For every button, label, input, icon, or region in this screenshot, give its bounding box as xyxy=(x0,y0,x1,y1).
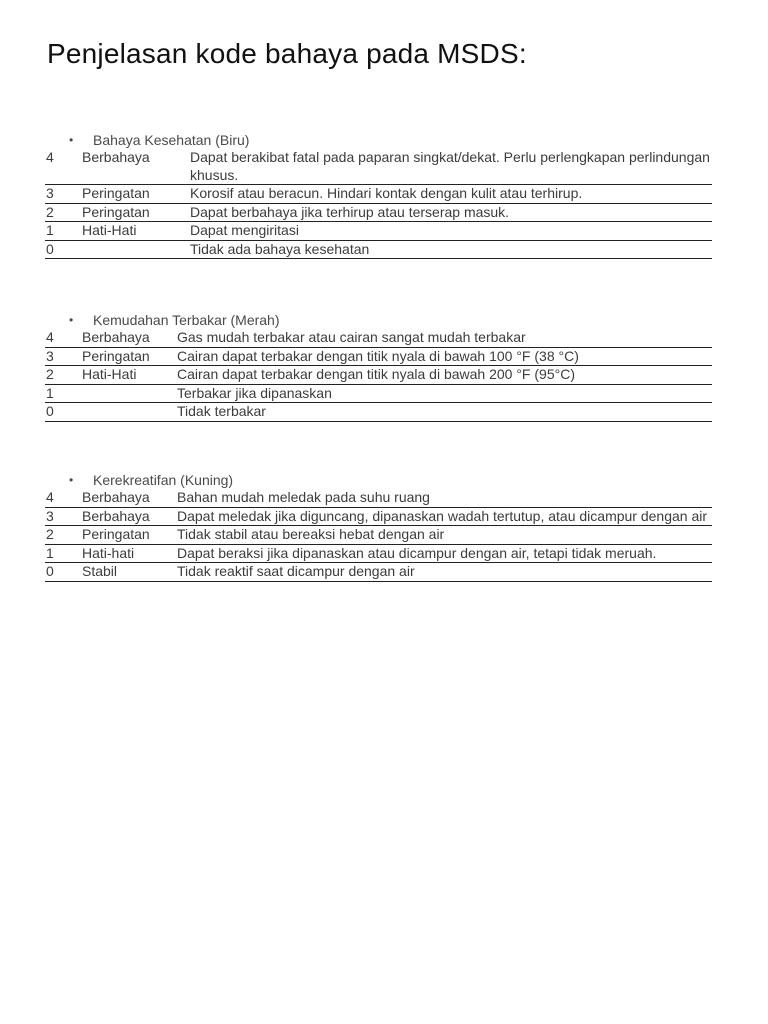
section-heading xyxy=(45,131,712,149)
label-cell: Hati-Hati xyxy=(81,222,189,241)
bullet-icon: • xyxy=(69,473,74,487)
section-health xyxy=(45,131,712,259)
section-heading-text: Kemudahan Terbakar (Merah) xyxy=(93,312,280,328)
desc-cell: Korosif atau beracun. Hindari kontak dengan kulit atau terhirup. xyxy=(189,185,712,204)
section-flammability xyxy=(45,311,712,422)
label-cell: Berbahaya xyxy=(81,329,176,347)
section-reactivity xyxy=(45,471,712,582)
level-cell: 2 xyxy=(45,366,81,385)
hazard-table xyxy=(45,149,712,259)
table-row xyxy=(45,403,712,422)
level-cell: 3 xyxy=(45,347,81,366)
level-cell: 4 xyxy=(45,149,81,185)
desc-cell: Gas mudah terbakar atau cairan sangat mudah terbakar xyxy=(176,329,712,347)
label-cell: Berbahaya xyxy=(81,489,176,507)
section-heading xyxy=(45,311,712,329)
label-cell: Berbahaya xyxy=(81,507,176,526)
bullet-icon: • xyxy=(69,313,74,327)
level-cell: 1 xyxy=(45,222,81,241)
table-row xyxy=(45,347,712,366)
label-cell: Hati-Hati xyxy=(81,366,176,385)
table-row xyxy=(45,544,712,563)
desc-cell: Cairan dapat terbakar dengan titik nyala di bawah 100 °F (38 °C) xyxy=(176,347,712,366)
desc-cell: Tidak reaktif saat dicampur dengan air xyxy=(176,563,712,582)
level-cell: 1 xyxy=(45,544,81,563)
section-heading-text: Kerekreatifan (Kuning) xyxy=(93,472,234,488)
table-row xyxy=(45,185,712,204)
desc-cell: Terbakar jika dipanaskan xyxy=(176,384,712,403)
level-cell: 2 xyxy=(45,526,81,545)
desc-cell: Dapat berakibat fatal pada paparan singkat/dekat. Perlu perlengkapan perlindungan khusus. xyxy=(189,149,712,185)
desc-cell: Dapat mengiritasi xyxy=(189,222,712,241)
level-cell: 1 xyxy=(45,384,81,403)
table-row xyxy=(45,366,712,385)
hazard-table xyxy=(45,329,712,422)
desc-cell: Tidak ada bahaya kesehatan xyxy=(189,240,712,259)
label-cell: Peringatan xyxy=(81,203,189,222)
table-row xyxy=(45,384,712,403)
desc-cell: Bahan mudah meledak pada suhu ruang xyxy=(176,489,712,507)
label-cell: Berbahaya xyxy=(81,149,189,185)
page-title: Penjelasan kode bahaya pada MSDS: xyxy=(47,38,527,69)
level-cell: 2 xyxy=(45,203,81,222)
desc-cell: Dapat berbahaya jika terhirup atau terserap masuk. xyxy=(189,203,712,222)
table-row xyxy=(45,526,712,545)
level-cell: 3 xyxy=(45,185,81,204)
section-heading-text: Bahaya Kesehatan (Biru) xyxy=(93,132,250,148)
table-row xyxy=(45,222,712,241)
table-row xyxy=(45,563,712,582)
label-cell xyxy=(81,403,176,422)
label-cell: Peringatan xyxy=(81,347,176,366)
section-heading xyxy=(45,471,712,489)
label-cell xyxy=(81,240,189,259)
level-cell: 4 xyxy=(45,489,81,507)
table-row xyxy=(45,240,712,259)
bullet-icon: • xyxy=(69,133,74,147)
table-row xyxy=(45,203,712,222)
label-cell: Peringatan xyxy=(81,526,176,545)
table-row xyxy=(45,507,712,526)
label-cell xyxy=(81,384,176,403)
level-cell: 3 xyxy=(45,507,81,526)
hazard-table xyxy=(45,489,712,582)
level-cell: 0 xyxy=(45,403,81,422)
desc-cell: Dapat meledak jika diguncang, dipanaskan wadah tertutup, atau dicampur dengan air xyxy=(176,507,712,526)
desc-cell: Cairan dapat terbakar dengan titik nyala di bawah 200 °F (95°C) xyxy=(176,366,712,385)
desc-cell: Dapat beraksi jika dipanaskan atau dicampur dengan air, tetapi tidak meruah. xyxy=(176,544,712,563)
table-row xyxy=(45,489,712,507)
table-row xyxy=(45,149,712,185)
level-cell: 4 xyxy=(45,329,81,347)
desc-cell: Tidak stabil atau bereaksi hebat dengan air xyxy=(176,526,712,545)
table-row xyxy=(45,329,712,347)
label-cell: Peringatan xyxy=(81,185,189,204)
label-cell: Hati-hati xyxy=(81,544,176,563)
level-cell: 0 xyxy=(45,563,81,582)
label-cell: Stabil xyxy=(81,563,176,582)
level-cell: 0 xyxy=(45,240,81,259)
desc-cell: Tidak terbakar xyxy=(176,403,712,422)
